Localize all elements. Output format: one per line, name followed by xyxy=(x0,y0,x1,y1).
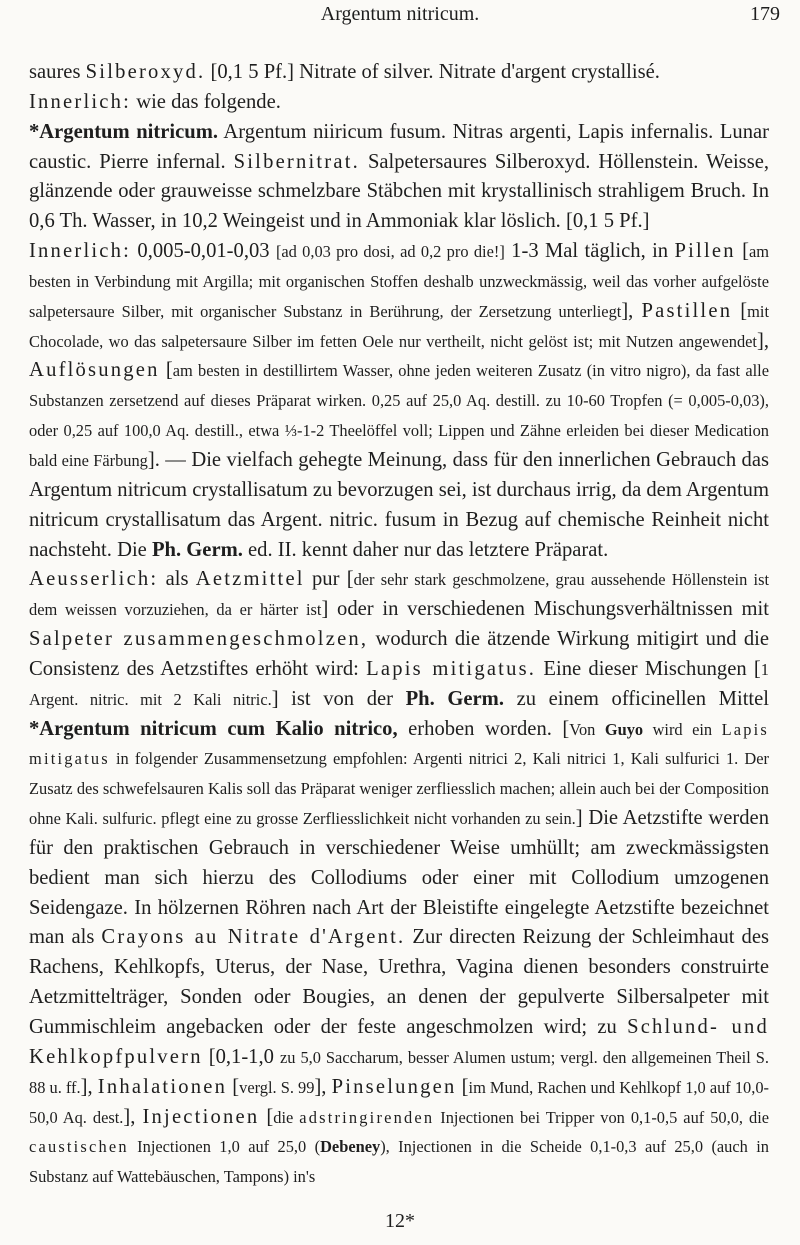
text-run: ], xyxy=(621,299,642,322)
text-run: Guyo xyxy=(604,719,644,739)
text-run: Aetzmittel xyxy=(195,568,305,591)
text-run: Inhalationen xyxy=(97,1075,228,1098)
text-run: vergl. S. 99 xyxy=(239,1077,315,1097)
text-run: Injectionen 1,0 auf 25,0 ( xyxy=(128,1137,321,1157)
text-run: ], xyxy=(80,1075,98,1098)
text-run: Silberoxyd. xyxy=(85,61,206,83)
text-run: zu 5,0 Saccharum, besser Alumen ustum; vergl. den allgemeinen Theil S. 88 u. ff. xyxy=(29,1047,769,1097)
text-run: ed. II. kennt daher nur das letztere Präparat. xyxy=(242,538,609,561)
text-run: im Mund, Rachen und Kehlkopf 1,0 auf 10,0-50,0 Aq. dest. xyxy=(29,1077,769,1127)
text-run: als xyxy=(158,568,196,591)
text-run: Innerlich: xyxy=(29,90,132,113)
text-run: saures xyxy=(29,61,86,83)
text-run: Auflösungen xyxy=(29,359,160,382)
text-run: pur [ xyxy=(304,568,354,591)
text-run: caustischen xyxy=(29,1137,129,1157)
text-run: ], xyxy=(756,329,769,352)
text-run: am besten in Verbindung mit Argilla; mit organischen Stoffen deshalb unzweckmässig, weil das vorher aufgelöste salpetersaure Silber, mit organischer Substanz in Berührung, der Zersetzung unterliegt xyxy=(29,242,769,321)
text-run: ], xyxy=(314,1075,332,1098)
text-run: [ad 0,03 pro dosi, ad 0,2 pro die!] xyxy=(275,242,505,262)
text-run: Innerlich: xyxy=(29,240,132,263)
text-run: Debeney xyxy=(320,1137,381,1157)
text-run: [ xyxy=(159,359,173,382)
text-run: [ xyxy=(227,1075,240,1098)
text-run: Pastillen xyxy=(641,299,733,322)
text-run: Salpeter zusammengeschmolzen, xyxy=(29,628,369,651)
running-header xyxy=(0,3,800,29)
text-run: zu einem officinellen Mittel xyxy=(503,687,770,710)
text-run: [0,1-1,0 xyxy=(202,1045,280,1068)
text-run: 1 Argent. nitric. mit 2 Kali nitric. xyxy=(29,659,769,709)
text-run: ), Injectionen in die Scheide 0,1-0,3 auf 25,0 (auch in Substanz auf Wattebäuschen, Tampons) in's xyxy=(29,1137,769,1187)
signature-mark: 12* xyxy=(385,1210,415,1232)
text-run: ] oder in verschiedenen Mischungsverhältnissen mit xyxy=(321,598,769,621)
text-run: [ xyxy=(735,240,749,263)
text-run: [ xyxy=(456,1075,469,1098)
text-run: [ xyxy=(732,299,748,322)
text-run: in folgender Zusammensetzung empfohlen: Argenti nitrici 2, Kali nitrici 1, Kali sulfurici 1. Der Zusatz des schwefelsauren Kalis soll das Präparat weniger zerfliesslich machen; allein auch bei der Composition ohne Kali. sulfuric. pflegt eine zu grosse Zerfliesslichkeit nicht vorhanden zu sein. xyxy=(29,749,769,829)
paragraph-internal-use xyxy=(29,237,769,565)
text-run: ]. — Die vielfach gehegte Meinung, dass für den innerlichen Gebrauch das Argentum nitricum crystallisatum zu bevorzugen sei, ist durchaus irrig, da dem Argentum nitricum crystallisatum das Argent. nitric. fusum in Bezug auf chemische Reinheit nicht nachsteht. Die xyxy=(29,448,769,561)
text-run: der sehr stark geschmolzene, grau aussehende Höllenstein ist dem weissen vorzuziehen, da er härter ist xyxy=(29,570,770,620)
paragraph-silberoxyd xyxy=(29,58,769,88)
text-run: am besten in destillirtem Wasser, ohne jeden weiteren Zusatz (in vitro nigro), da fast alle Substanzen zersetzend auf dieses Präparat wirken. 0,25 auf 25,0 Aq. destill. zu 10-60 Tropfen (= 0,005-0,03), oder 0,25 auf 100,0 Aq. destill., etwa ⅓-1-2 Theelöffel voll; Lippen und Zähne erleiden bei dieser Medication bald eine Färbung xyxy=(29,361,769,470)
text-run: wie das folgende. xyxy=(131,90,281,113)
text-run: 0,005-0,01-0,03 xyxy=(131,240,276,263)
text-run: 1-3 Mal täglich, in xyxy=(504,240,675,263)
entry-heading: *Argentum nitricum. xyxy=(29,120,219,143)
text-run: Aeusserlich: xyxy=(29,568,159,591)
text-run: Ph. Germ. xyxy=(151,538,243,561)
text-run: adstringirenden xyxy=(299,1107,435,1127)
text-run: Schlund- und Kehlkopfpulvern xyxy=(29,1016,769,1068)
text-run: Eine dieser Mischungen [ xyxy=(536,657,761,680)
text-run: Crayons au Nitrate d'Argent. xyxy=(101,926,406,949)
text-run: die xyxy=(273,1107,300,1127)
text-run: mit Chocolade, wo das salpetersaure Silber im fetten Oele nur vertheilt, nicht gelöst ist; mit Nutzen angewendet xyxy=(29,301,770,351)
text-run: Zur directen Reizung der Schleimhaut des Rachens, Kehlkopfs, Uterus, der Nase, Urethra, Vagina dienen besonders construirte Aetzmittelträger, Sonden oder Bougies, an denen der gepulverte Silbersalpeter mit Gummischleim angebacken oder der feste angeschmolzen wird; zu xyxy=(29,926,769,1038)
text-run: Lapis mitigatus. xyxy=(366,657,537,680)
text-run: Salpetersaures Silberoxyd. Höllenstein. Weisse, glänzende oder grauweisse schmelzbare Stäbchen mit krystallinisch strahligem Bruch. In 0,6 Th. Wasser, in 10,2 Weingeist und in Ammoniak klar löslich. [0,1 5 Pf.] xyxy=(29,150,769,233)
text-run: Pinselungen xyxy=(331,1075,457,1098)
text-run: erhoben worden. [ xyxy=(397,717,570,740)
text-run: Argentum niiricum fusum. Nitras argenti, Lapis infernalis. Lunar caustic. Pierre infernal. xyxy=(29,120,769,173)
text-run: Pillen xyxy=(674,240,736,263)
text-run: Injectionen bei Tripper von 0,1-0,5 auf 50,0, die xyxy=(434,1107,770,1127)
body-text xyxy=(29,58,769,1192)
running-title: Argentum nitricum. xyxy=(320,3,480,25)
text-run: wird ein xyxy=(643,719,722,739)
text-run: Lapis mitigatus xyxy=(29,719,769,769)
text-run: [0,1 5 Pf.] Nitrate of silver. Nitrate d'argent crystallisé. xyxy=(205,61,660,83)
paragraph-silberoxyd-internal xyxy=(29,88,769,118)
text-run: Ph. Germ. xyxy=(405,687,504,710)
text-run: ] Die Aetzstifte werden für den praktischen Gebrauch in verschiedener Weise umhüllt; am zweckmässigsten bedient man sich hierzu des Collodiums oder einer mit Collodium umzogenen Seidengaze. In hölzernen Röhren nach Art der Bleistifte eingelegte Aetzstifte bezeichnet man als xyxy=(29,807,769,949)
page-number: 179 xyxy=(750,3,780,25)
text-run: wodurch die ätzende Wirkung mitigirt und die Consistenz des Aetzstiftes erhöht wird: xyxy=(29,628,769,680)
text-run: Silbernitrat. xyxy=(233,150,360,173)
text-run: Injectionen xyxy=(142,1105,260,1128)
paragraph-external-use xyxy=(29,565,769,1192)
text-run: Von xyxy=(569,719,605,739)
entry-heading: *Argentum nitricum cum Kalio nitrico, xyxy=(29,717,398,740)
paragraph-argentum-nitricum xyxy=(29,118,769,237)
text-run: [ xyxy=(259,1105,274,1128)
text-run: ], xyxy=(123,1105,143,1128)
text-run: ] ist von der xyxy=(271,687,406,710)
